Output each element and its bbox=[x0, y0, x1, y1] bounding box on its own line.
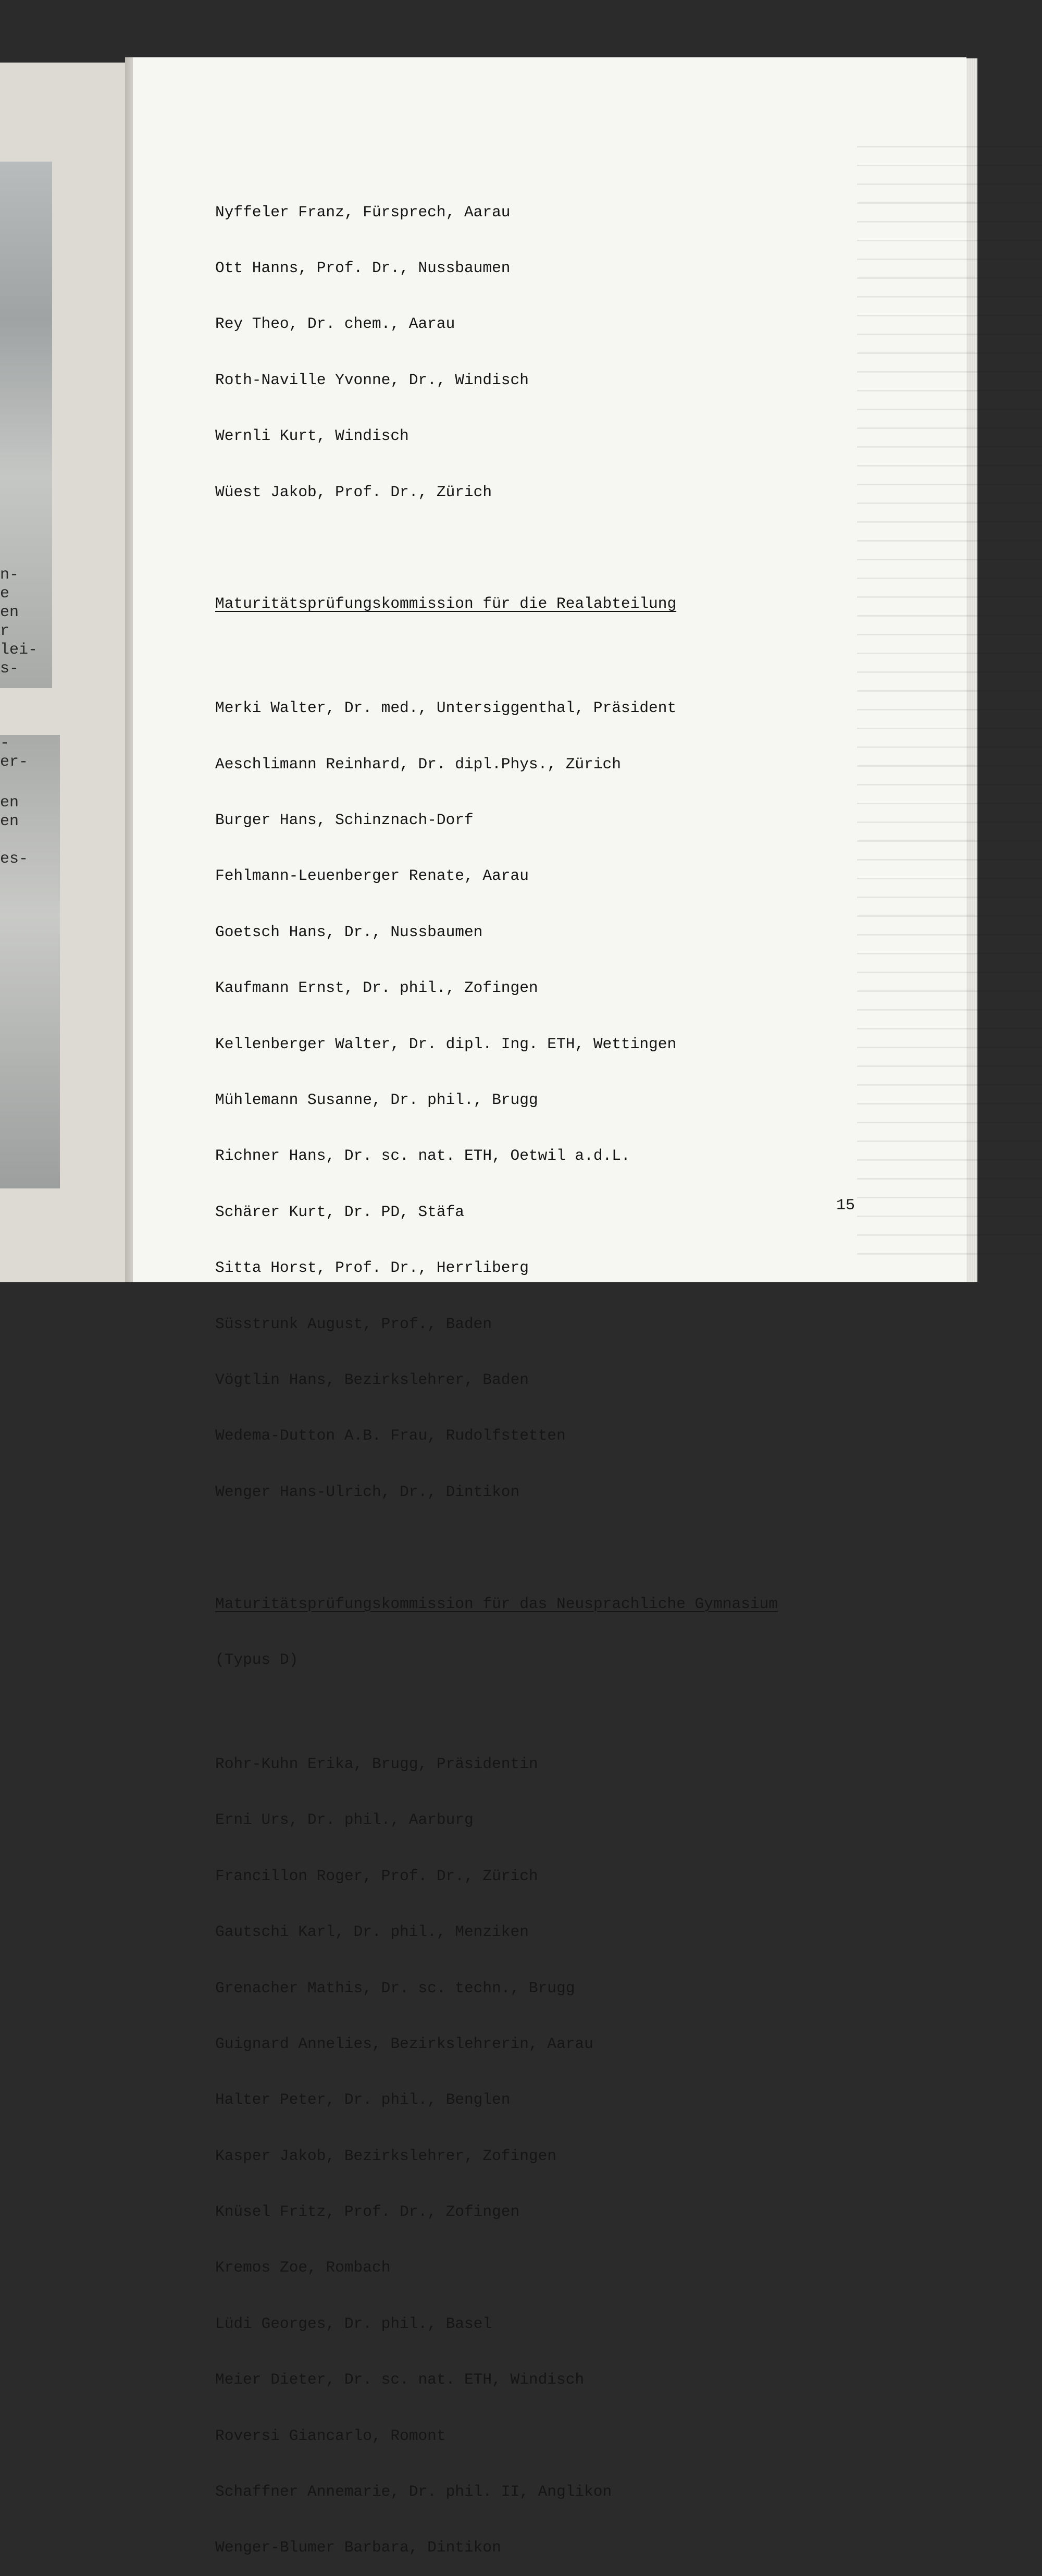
list-item: Knüsel Fritz, Prof. Dr., Zofingen bbox=[215, 2203, 520, 2221]
list-item: Goetsch Hans, Dr., Nussbaumen bbox=[215, 923, 483, 941]
list-item: Sitta Horst, Prof. Dr., Herrliberg bbox=[215, 1259, 529, 1277]
list-item: Lüdi Georges, Dr. phil., Basel bbox=[215, 2314, 492, 2333]
left-fragment: en bbox=[0, 604, 19, 621]
list-item: Wüest Jakob, Prof. Dr., Zürich bbox=[215, 483, 492, 501]
list-item: Fehlmann-Leuenberger Renate, Aarau bbox=[215, 867, 529, 885]
list-item: Nyffeler Franz, Fürsprech, Aarau bbox=[215, 203, 511, 221]
list-item: Süsstrunk August, Prof., Baden bbox=[215, 1315, 492, 1333]
left-fragment: - bbox=[0, 734, 10, 752]
list-item: Grenacher Mathis, Dr. sc. techn., Brugg bbox=[215, 1979, 575, 1997]
left-fragment: n- bbox=[0, 566, 19, 584]
left-page bbox=[0, 63, 135, 1282]
list-item: Richner Hans, Dr. sc. nat. ETH, Oetwil a.d.L. bbox=[215, 1147, 630, 1165]
page-content bbox=[215, 166, 924, 2576]
list-item: Rohr-Kuhn Erika, Brugg, Präsidentin bbox=[215, 1755, 538, 1773]
page-number: 15 bbox=[836, 1197, 855, 1215]
list-item: Erni Urs, Dr. phil., Aarburg bbox=[215, 1811, 474, 1829]
left-fragment: en bbox=[0, 794, 19, 812]
left-fragment: es- bbox=[0, 850, 29, 868]
list-item: Merki Walter, Dr. med., Untersiggenthal, Präsident bbox=[215, 699, 677, 717]
list-item: Schaffner Annemarie, Dr. phil. II, Anglikon bbox=[215, 2483, 612, 2501]
list-item: Kellenberger Walter, Dr. dipl. Ing. ETH, Wettingen bbox=[215, 1035, 677, 1053]
list-item: Aeschlimann Reinhard, Dr. dipl.Phys., Zürich bbox=[215, 755, 621, 773]
left-fragment: r bbox=[0, 622, 10, 640]
list-item: Francillon Roger, Prof. Dr., Zürich bbox=[215, 1867, 538, 1885]
list-item: Roversi Giancarlo, Romont bbox=[215, 2426, 446, 2445]
left-fragment: lei- bbox=[0, 641, 38, 659]
left-fragment: en bbox=[0, 813, 19, 830]
list-item: Meier Dieter, Dr. sc. nat. ETH, Windisch bbox=[215, 2371, 585, 2389]
list-item: Vögtlin Hans, Bezirkslehrer, Baden bbox=[215, 1371, 529, 1389]
list-item: Roth-Naville Yvonne, Dr., Windisch bbox=[215, 371, 529, 389]
left-fragment: s- bbox=[0, 660, 19, 678]
list-item: Wernli Kurt, Windisch bbox=[215, 427, 409, 445]
list-item: Burger Hans, Schinznach-Dorf bbox=[215, 811, 474, 829]
list-item: Kaufmann Ernst, Dr. phil., Zofingen bbox=[215, 979, 538, 997]
left-fragment: e bbox=[0, 585, 10, 603]
section-heading-neusprachlich: Maturitätsprüfungskommission für das Neusprachliche Gymnasium bbox=[215, 1594, 778, 1613]
list-item: Kremos Zoe, Rombach bbox=[215, 2259, 391, 2277]
list-item: Gautschi Karl, Dr. phil., Menziken bbox=[215, 1923, 529, 1941]
list-item: Schärer Kurt, Dr. PD, Stäfa bbox=[215, 1203, 464, 1221]
list-item: Wenger-Blumer Barbara, Dintikon bbox=[215, 2538, 501, 2557]
section-heading-realabteilung: Maturitätsprüfungskommission für die Realabteilung bbox=[215, 595, 677, 613]
list-item: Guignard Annelies, Bezirkslehrerin, Aarau bbox=[215, 2034, 593, 2053]
list-item: Wenger Hans-Ulrich, Dr., Dintikon bbox=[215, 1482, 520, 1501]
list-item: Kasper Jakob, Bezirkslehrer, Zofingen bbox=[215, 2146, 557, 2165]
section-subheading: (Typus D) bbox=[215, 1650, 299, 1669]
list-item: Ott Hanns, Prof. Dr., Nussbaumen bbox=[215, 259, 511, 277]
list-item: Wedema-Dutton A.B. Frau, Rudolfstetten bbox=[215, 1427, 566, 1445]
list-item: Mühlemann Susanne, Dr. phil., Brugg bbox=[215, 1091, 538, 1109]
list-item: Halter Peter, Dr. phil., Benglen bbox=[215, 2091, 511, 2109]
left-fragment: er- bbox=[0, 753, 29, 771]
list-item: Rey Theo, Dr. chem., Aarau bbox=[215, 315, 455, 333]
